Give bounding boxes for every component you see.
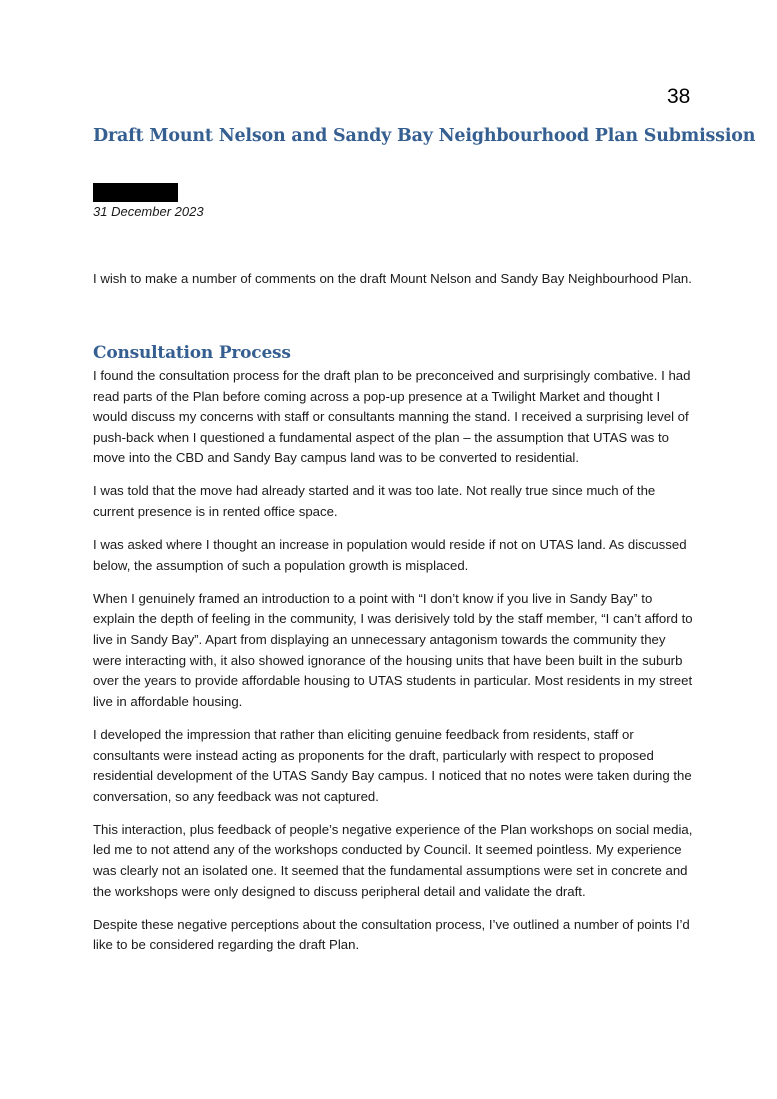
section-heading: Consultation Process bbox=[93, 343, 291, 363]
document-title: Draft Mount Nelson and Sandy Bay Neighbourhood Plan Submission bbox=[93, 126, 756, 146]
document-date: 31 December 2023 bbox=[93, 204, 204, 219]
body-paragraph: I was asked where I thought an increase in population would reside if not on UTAS land. As discussed below, the assumption of such a population growth is misplaced. bbox=[93, 537, 687, 573]
body-paragraph: I was told that the move had already started and it was too late. Not really true since much of the current presence is in rented office space. bbox=[93, 483, 656, 520]
intro-paragraph: I wish to make a number of comments on the draft Mount Nelson and Sandy Bay Neighbourhood Plan. bbox=[93, 271, 692, 286]
section-body bbox=[93, 366, 693, 968]
body-paragraph: Despite these negative perceptions about the consultation process, I’ve outlined a number of points I’d like to be considered regarding the draft Plan. bbox=[93, 916, 690, 953]
redacted-name-block bbox=[93, 183, 178, 202]
body-paragraph: This interaction, plus feedback of people’s negative experience of the Plan workshops on social media, led me to not attend any of the workshops conducted by Council. It seemed pointless. My experience was clearly not an isolated one. It seemed that the fundamental assumptions were set in concrete and the workshops were only designed to discuss peripheral detail and validate the draft. bbox=[93, 821, 693, 899]
body-paragraph: When I genuinely framed an introduction to a point with “I don’t know if you live in Sandy Bay” to explain the depth of feeling in the community, I was derisively told by the staff member, “I can’t afford to live in Sandy Bay”. Apart from displaying an unnecessary antagonism towards the community they were interacting with, it also showed ignorance of the housing units that have been built in the suburb over the years to provide affordable housing to UTAS students in particular. Most residents in my street live in affordable housing. bbox=[93, 590, 693, 709]
body-paragraph: I developed the impression that rather than eliciting genuine feedback from residents, staff or consultants were instead acting as proponents for the draft, particularly with respect to proposed residential development of the UTAS Sandy Bay campus. I noticed that no notes were taken during the conversation, so any feedback was not captured. bbox=[93, 726, 692, 804]
page-number: 38 bbox=[667, 85, 691, 108]
body-paragraph: I found the consultation process for the draft plan to be preconceived and surprisingly combative. I had read parts of the Plan before coming across a pop-up presence at a Twilight Market and thought I would discuss my concerns with staff or consultants manning the stand. I received a surprising level of push-back when I questioned a fundamental aspect of the plan – the assumption that UTAS was to move into the CBD and Sandy Bay campus land was to be converted to residential. bbox=[93, 368, 691, 466]
